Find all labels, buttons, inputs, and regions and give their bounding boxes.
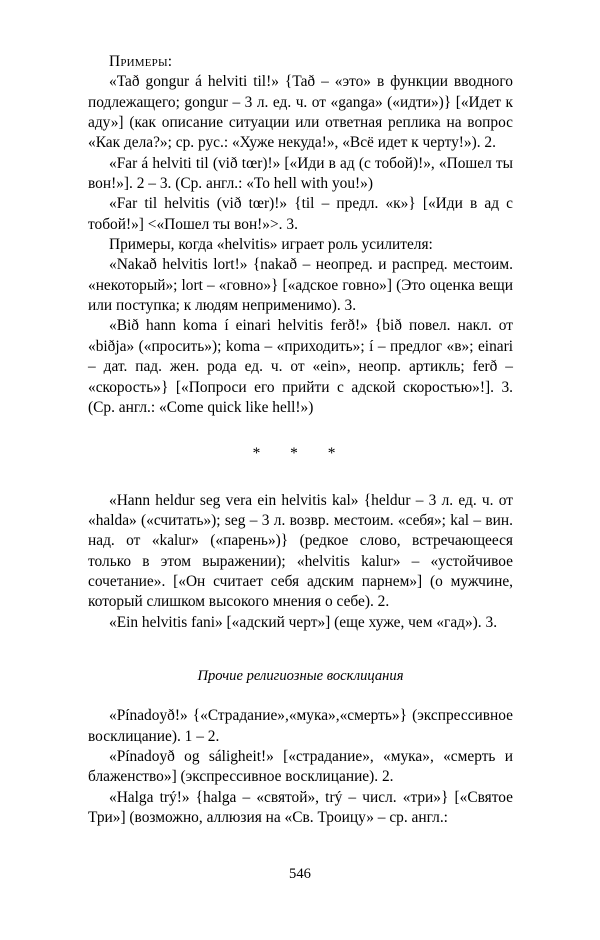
dictionary-entry: «Bið hann koma í einari helvitis ferð!» {bið повел. накл. от «biðja» («просить»); koma – «приходить»; í – предлог «в»; einari – дат. пад. жен. рода ед. ч. от «ein», неопр. артикль; ferð – «скорость»} [«Попроси его прийти с адской скоростью»!]. 3. (Ср. англ.: «Come quick like hell!»): [88, 317, 513, 416]
examples-label: [88, 52, 513, 72]
dictionary-entry: «Far til helvitis (við tœr)!» {til – предл. «к»} [«Иди в ад с тобой!»] <«Пошел ты вон!»>. 3.: [88, 195, 513, 233]
spacer: [88, 633, 513, 666]
dictionary-entry: «Pínadoyð og sáligheit!» [«страдание», «мука», «смерть и блаженство»] (экспрессивное восклицание). 2.: [88, 747, 513, 786]
dictionary-entry: «Ein helvitis fani» [«адский черт»] (еще хуже, чем «гад»). 3.: [109, 613, 498, 631]
spacer: [88, 686, 513, 706]
asterisk-separator: * * *: [252, 445, 349, 463]
spacer: [88, 418, 513, 444]
page-text-block: [88, 52, 513, 828]
dictionary-entry: «Pínadoyð!» {«Страдание»,«мука»,«смерть»} (экспрессивное восклицание). 1 – 2.: [88, 707, 513, 745]
dictionary-entry: «Nakað helvitis lort!» {nakað – неопред. и распред. местоим. «некоторый»; lort – «говно»} [«адское говно»] (Это оценка вещи или поступка; к людям неприменимо). 3.: [88, 256, 513, 315]
dictionary-entry: «Tað gongur á helviti til!» {Tað – «это» в функции вводного подлежащего; gongur – 3 л. ед. ч. от «ganga» («идти»)} [«Идет к аду»] (как описание ситуации или ответная реплика на вопрос «Как дела?»; ср. рус.: «Хуже некуда!», «Всё идет к черту!»). 2.: [88, 73, 513, 152]
section-heading: Прочие религиозные восклицания: [197, 667, 404, 684]
dictionary-entry: «Hann heldur seg vera ein helvitis kal» {heldur – 3 л. ед. ч. от «halda» («считать»); seg – 3 л. возвр. местоим. «себя»; kal – вин. над. от «kalur» («парень»)} (редкое слово, встречающееся только в этом выражении); «helvitis kalur» – «устойчивое сочетание». [«Он считает себя адским парнем»] (о мужчине, который слишком высокого мнения о себе). 2.: [88, 491, 513, 611]
intensifier-label: Примеры, когда «helvitis» играет роль усилителя:: [109, 236, 433, 254]
dictionary-entry: «Far á helviti til (við tœr)!» [«Иди в ад (с тобой)!», «Пошел ты вон!»]. 2 – 3. (Ср. англ.: «To hell with you!»): [88, 154, 513, 193]
dictionary-entry: «Halga trý!» {halga – «святой», trý – числ. «три»} [«Святое Три»] (возможно, аллюзия на «Св. Троицу» – ср. англ.:: [88, 788, 513, 826]
spacer: [88, 465, 513, 491]
examples-label-text: Примеры:: [109, 53, 173, 70]
page-number: 546: [289, 866, 311, 882]
